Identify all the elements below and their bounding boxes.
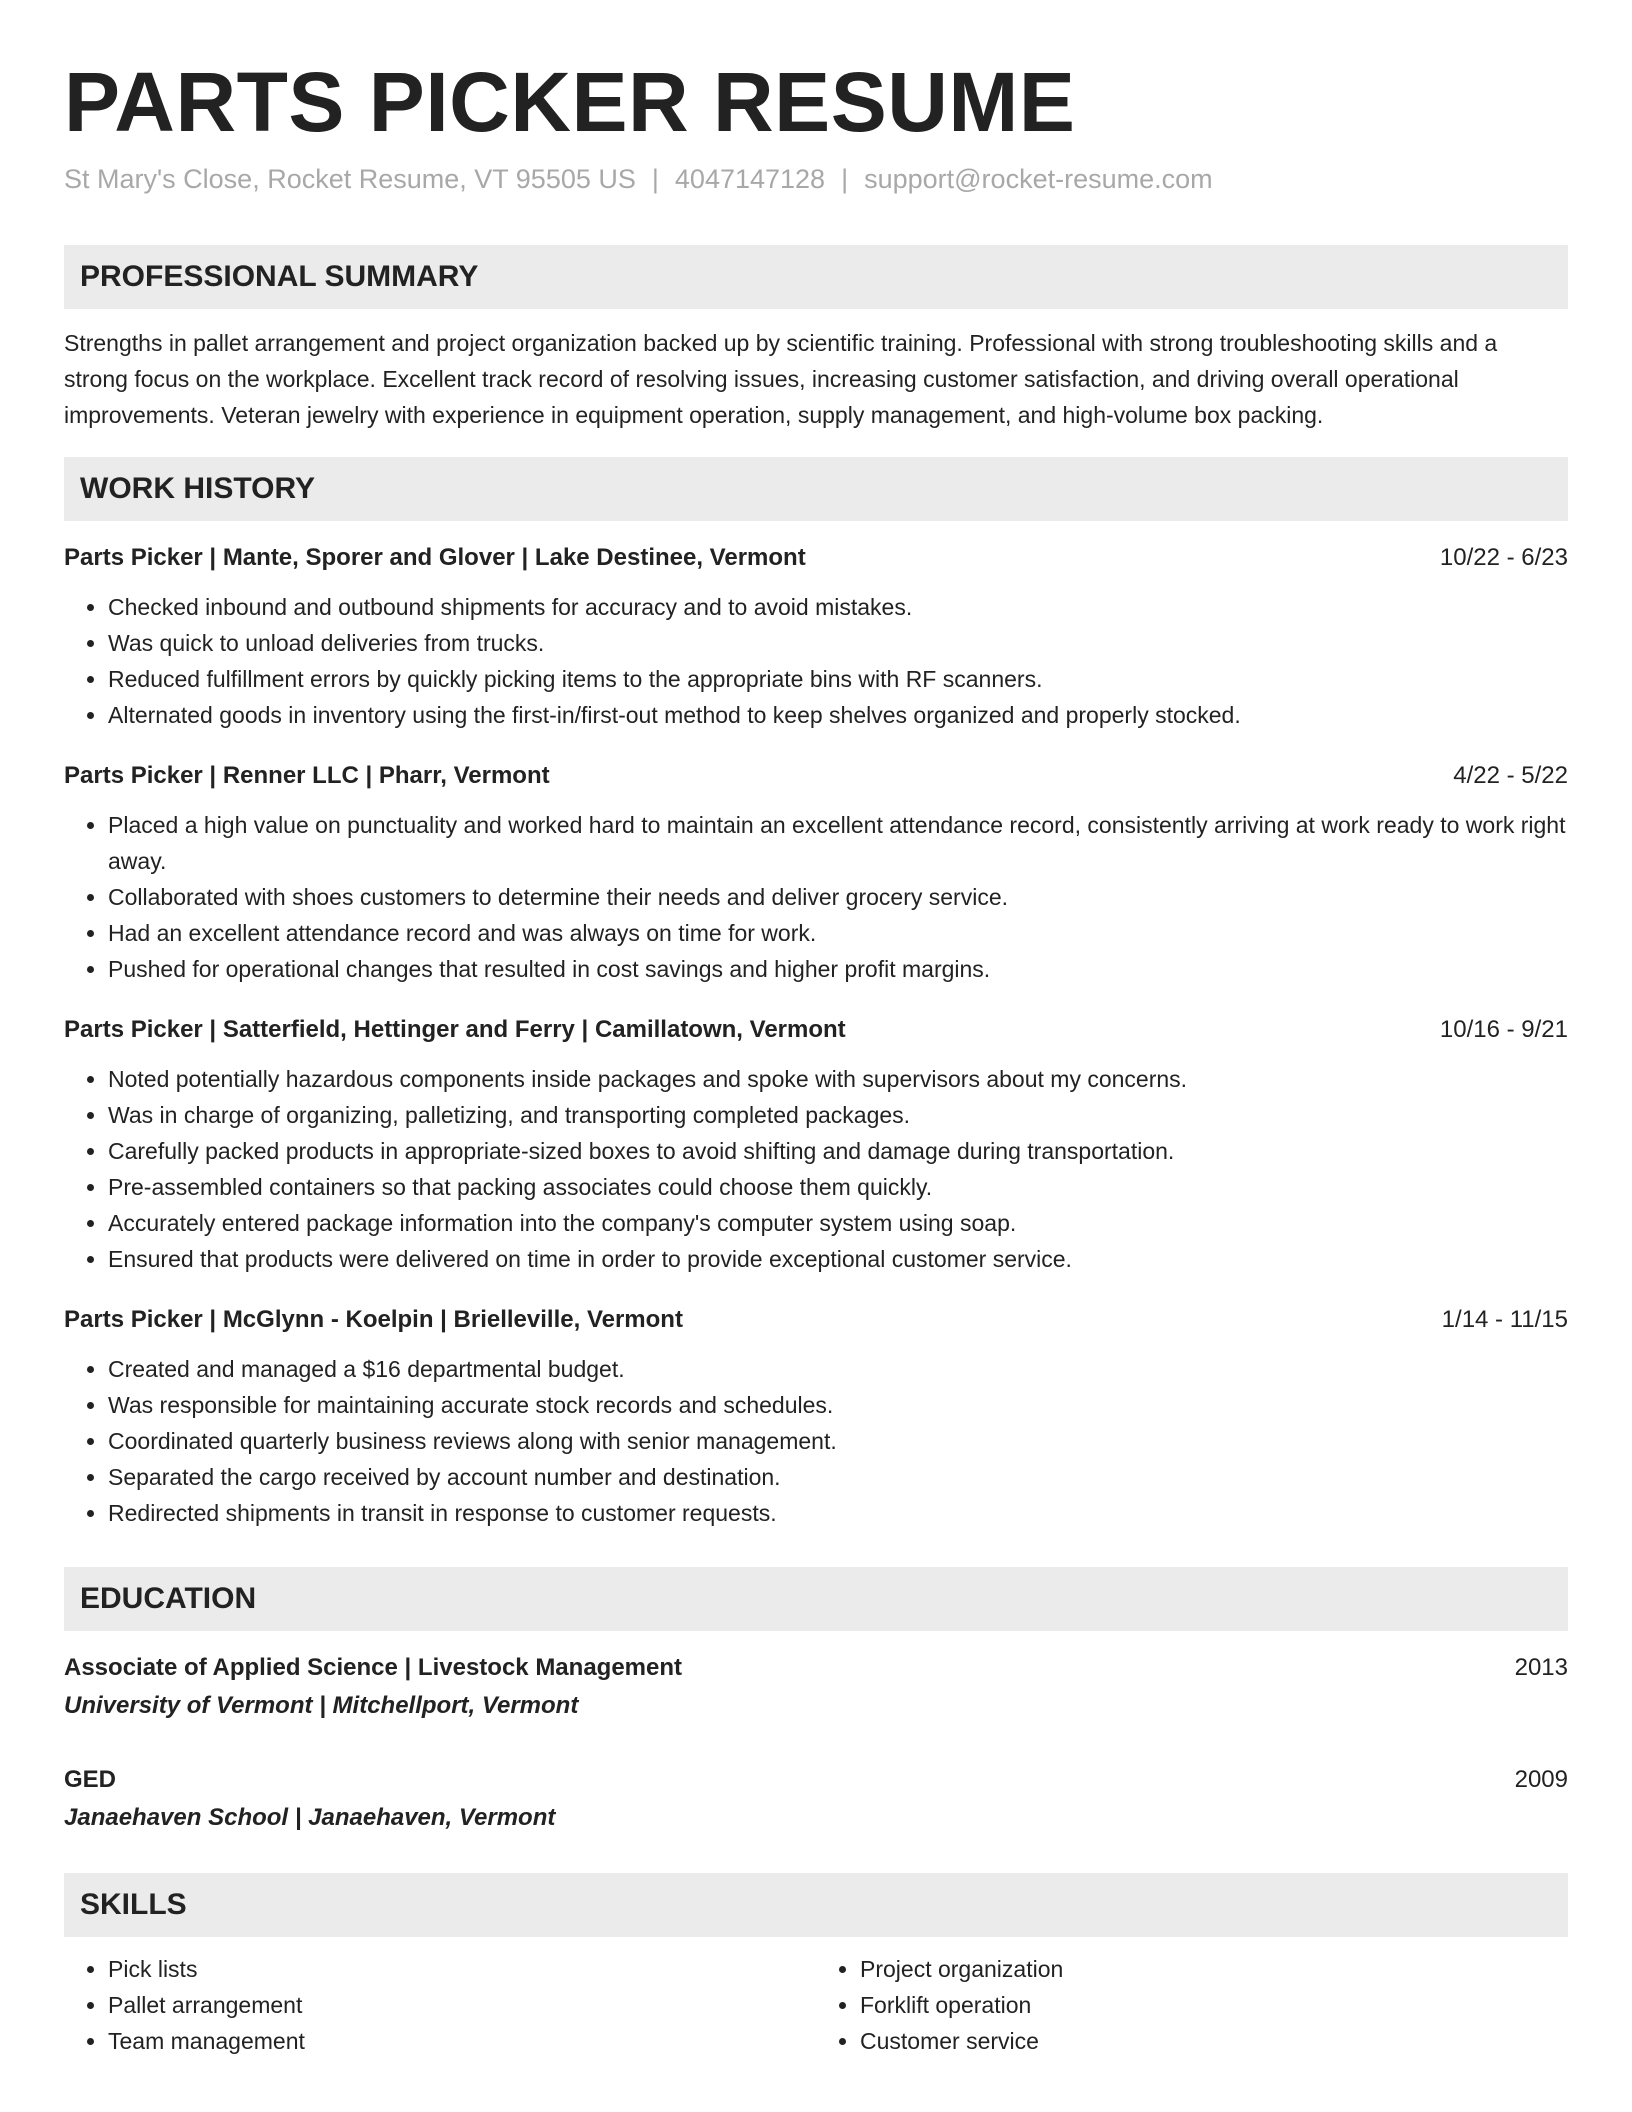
job-bullet: • Noted potentially hazardous components inside packages and spoke with supervisors about my concerns. <box>108 1061 1568 1097</box>
work-history-heading: WORK HISTORY <box>64 457 1568 521</box>
skill-item: • Customer service <box>860 2023 1568 2059</box>
resume-title: PARTS PICKER RESUME <box>64 55 1076 149</box>
education-year: 2013 <box>1514 1654 1568 1682</box>
job-title: Parts Picker | McGlynn - Koelpin | Brielleville, Vermont <box>64 1306 683 1334</box>
skill-item: • Forklift operation <box>860 1987 1568 2023</box>
job-title: Parts Picker | Renner LLC | Pharr, Vermont <box>64 762 550 790</box>
job-bullet: • Carefully packed products in appropriate-sized boxes to avoid shifting and damage during transportation. <box>108 1133 1568 1169</box>
job-title: Parts Picker | Satterfield, Hettinger and Ferry | Camillatown, Vermont <box>64 1016 846 1044</box>
job-bullet: • Created and managed a $16 departmental budget. <box>108 1351 1568 1387</box>
job-bullets <box>64 807 1568 987</box>
summary-heading: PROFESSIONAL SUMMARY <box>64 245 1568 309</box>
education-school: Janaehaven School | Janaehaven, Vermont <box>64 1804 556 1832</box>
job-bullet: • Was in charge of organizing, palletizing, and transporting completed packages. <box>108 1097 1568 1133</box>
job-bullet: • Had an excellent attendance record and was always on time for work. <box>108 915 1568 951</box>
skill-item: • Team management <box>108 2023 816 2059</box>
education-school: University of Vermont | Mitchellport, Vermont <box>64 1692 579 1720</box>
job-dates: 4/22 - 5/22 <box>1453 762 1568 790</box>
summary-text: Strengths in pallet arrangement and project organization backed up by scientific training. Professional with strong troubleshooting skills and a strong focus on the workplace. Excellent track record of resolving issues, increasing customer satisfaction, and driving overall operational improvements. Veteran jewelry with experience in equipment operation, supply management, and high-volume box packing. <box>64 330 1498 429</box>
job-bullet: • Was quick to unload deliveries from trucks. <box>108 625 1568 661</box>
education-degree: GED <box>64 1766 117 1794</box>
job-entry <box>64 1013 1568 1277</box>
job-bullet: • Coordinated quarterly business reviews along with senior management. <box>108 1423 1568 1459</box>
contact-phone: 4047147128 <box>674 164 826 195</box>
skills-list <box>64 1951 1568 2059</box>
skill-item: • Project organization <box>860 1951 1568 1987</box>
education-year: 2009 <box>1514 1766 1568 1794</box>
job-entry <box>64 541 1568 733</box>
contact-separator: | <box>651 164 659 195</box>
job-header <box>64 1303 1568 1337</box>
job-bullet: • Was responsible for maintaining accurate stock records and schedules. <box>108 1387 1568 1423</box>
job-header <box>64 759 1568 793</box>
job-bullet: • Pushed for operational changes that resulted in cost savings and higher profit margins. <box>108 951 1568 987</box>
education-entry <box>64 1651 1568 1723</box>
skills-column-right <box>816 1951 1568 2059</box>
education-header <box>64 1763 1568 1797</box>
job-bullets <box>64 1351 1568 1531</box>
job-bullet: • Redirected shipments in transit in response to customer requests. <box>108 1495 1568 1531</box>
education-heading: EDUCATION <box>64 1567 1568 1631</box>
job-bullet: • Collaborated with shoes customers to determine their needs and deliver grocery service. <box>108 879 1568 915</box>
skills-heading: SKILLS <box>64 1873 1568 1937</box>
job-bullets <box>64 589 1568 733</box>
job-bullet: • Checked inbound and outbound shipments for accuracy and to avoid mistakes. <box>108 589 1568 625</box>
job-entry <box>64 1303 1568 1531</box>
skill-item: • Pallet arrangement <box>108 1987 816 2023</box>
contact-address: St Mary's Close, Rocket Resume, VT 95505 US <box>64 164 636 195</box>
contact-line <box>64 164 1568 195</box>
skills-column-left <box>64 1951 816 2059</box>
contact-email: support@rocket-resume.com <box>864 164 1213 195</box>
job-bullet: • Pre-assembled containers so that packing associates could choose them quickly. <box>108 1169 1568 1205</box>
job-header <box>64 541 1568 575</box>
job-title: Parts Picker | Mante, Sporer and Glover | Lake Destinee, Vermont <box>64 544 806 572</box>
job-bullet: • Reduced fulfillment errors by quickly picking items to the appropriate bins with RF scanners. <box>108 661 1568 697</box>
job-bullets <box>64 1061 1568 1277</box>
job-entry <box>64 759 1568 987</box>
job-bullet: • Alternated goods in inventory using the first-in/first-out method to keep shelves organized and properly stocked. <box>108 697 1568 733</box>
job-bullet: • Placed a high value on punctuality and worked hard to maintain an excellent attendance record, consistently arriving at work ready to work right away. <box>108 807 1568 879</box>
skill-item: • Pick lists <box>108 1951 816 1987</box>
education-entry <box>64 1763 1568 1835</box>
job-bullet: • Separated the cargo received by account number and destination. <box>108 1459 1568 1495</box>
job-dates: 10/22 - 6/23 <box>1439 544 1568 572</box>
job-header <box>64 1013 1568 1047</box>
job-dates: 10/16 - 9/21 <box>1439 1016 1568 1044</box>
job-dates: 1/14 - 11/15 <box>1441 1306 1568 1334</box>
job-bullet: • Accurately entered package information into the company's computer system using soap. <box>108 1205 1568 1241</box>
education-degree: Associate of Applied Science | Livestock Management <box>64 1654 683 1682</box>
job-bullet: • Ensured that products were delivered on time in order to provide exceptional customer service. <box>108 1241 1568 1277</box>
contact-separator: | <box>841 164 849 195</box>
education-header <box>64 1651 1568 1685</box>
